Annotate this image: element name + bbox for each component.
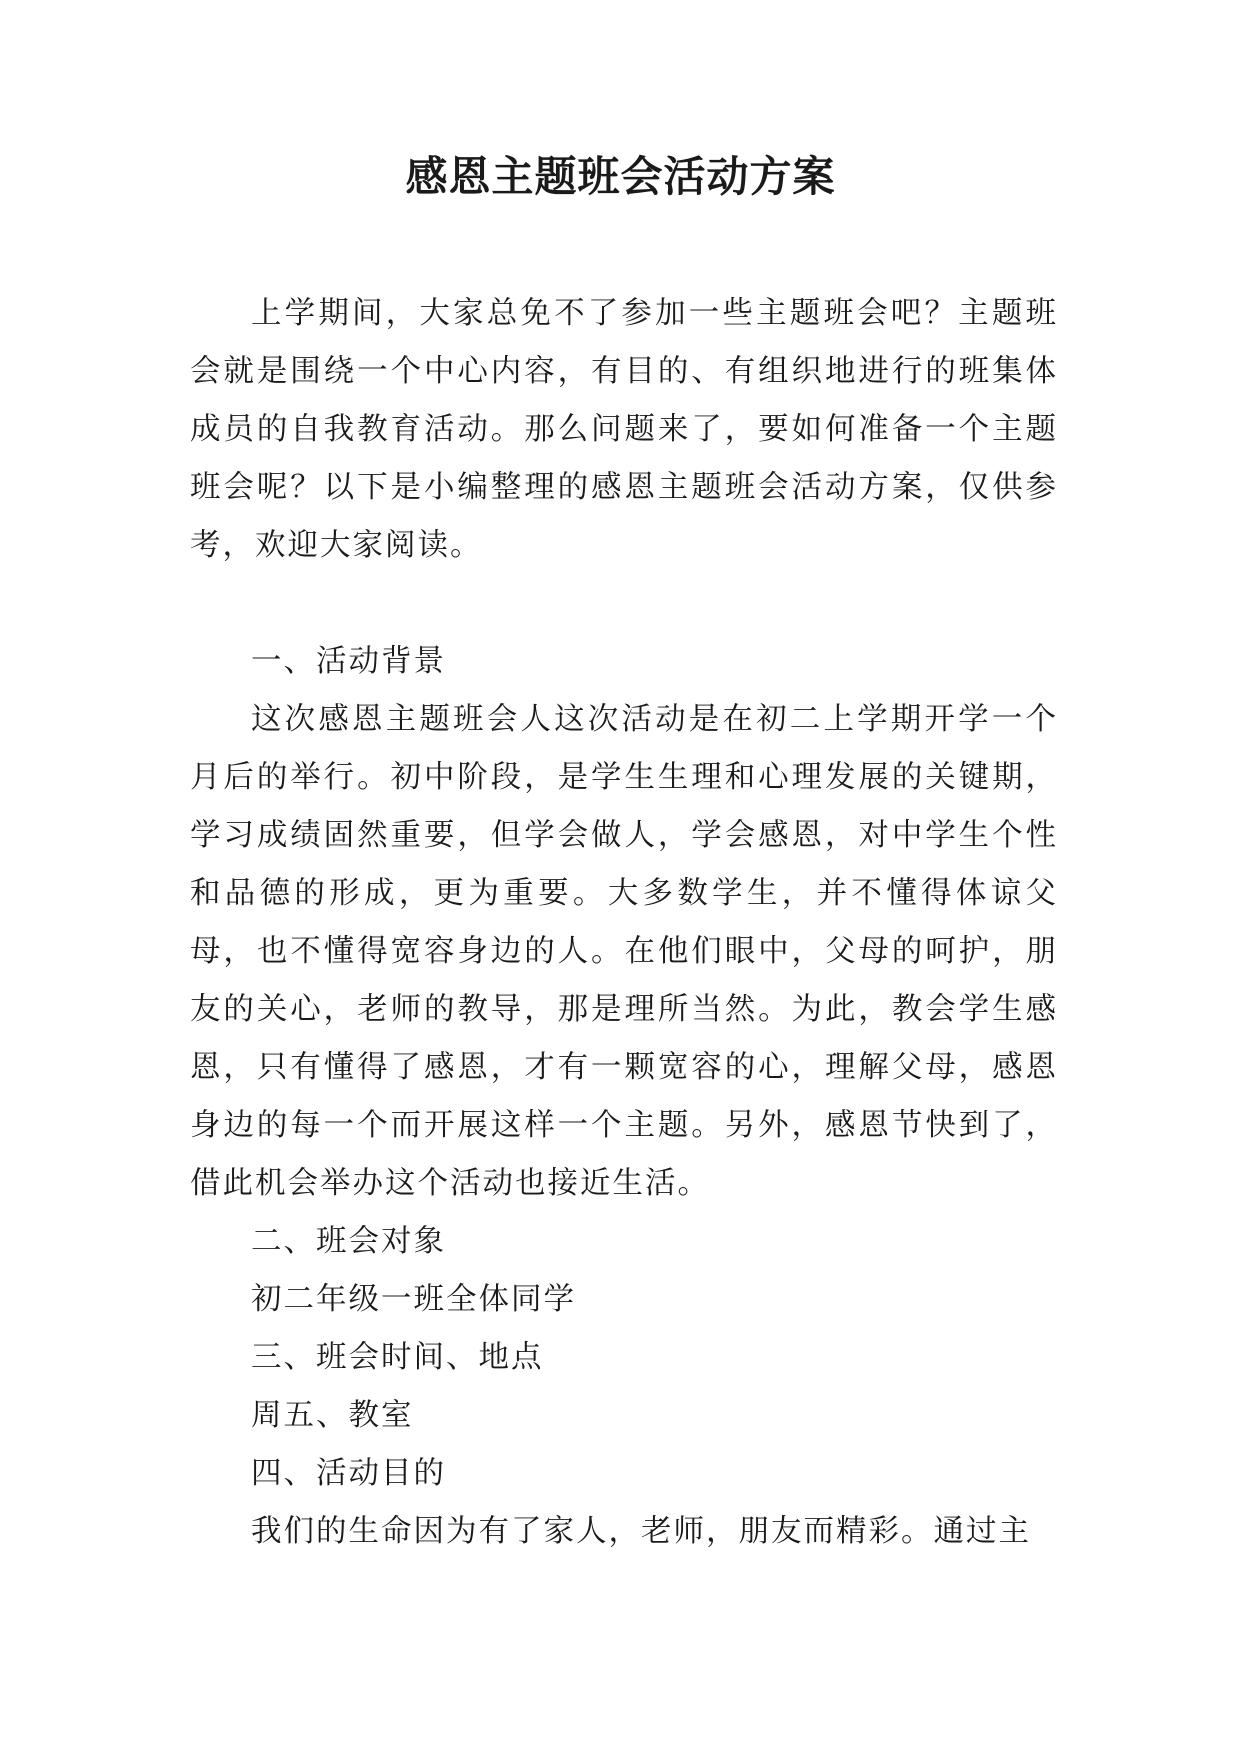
section-body-time-place: 周五、教室 (251, 1398, 414, 1433)
section-body-background: 这次感恩主题班会人这次活动是在初二上学期开学一个月后的举行。初中阶段，是学生生理和心理发展的关键期，学习成绩固然重要，但学会做人，学会感恩，对中学生个性和品德的形成，更为重要。大多数学生，并不懂得体谅父母，也不懂得宽容身边的人。在他们眼中，父母的呵护，朋友的关心，老师的教导，那是理所当然。为此，教会学生感恩，只有懂得了感恩，才有一颗宽容的心，理解父母，感恩身边的每一个而开展这样一个主题。另外，感恩节快到了，借此机会举办这个活动也接近生活。 (190, 702, 1058, 1201)
section-heading-time-place: 三、班会时间、地点 (251, 1340, 544, 1375)
section-heading-background: 一、活动背景 (251, 644, 446, 679)
section-heading-purpose: 四、活动目的 (251, 1456, 446, 1491)
section-body-audience: 初二年级一班全体同学 (251, 1282, 576, 1317)
paragraph-spacer (190, 575, 1058, 633)
section-body-purpose: 我们的生命因为有了家人，老师，朋友而精彩。通过主 (251, 1514, 1031, 1549)
intro-paragraph: 上学期间，大家总免不了参加一些主题班会吧？主题班会就是围绕一个中心内容，有目的、有组织地进行的班集体成员的自我教育活动。那么问题来了，要如何准备一个主题班会呢？以下是小编整理的感恩主题班会活动方案，仅供参考，欢迎大家阅读。 (190, 296, 1058, 563)
document-body (190, 285, 1058, 1561)
document-title: 感恩主题班会活动方案 (405, 152, 836, 201)
section-heading-audience: 二、班会对象 (251, 1224, 446, 1259)
